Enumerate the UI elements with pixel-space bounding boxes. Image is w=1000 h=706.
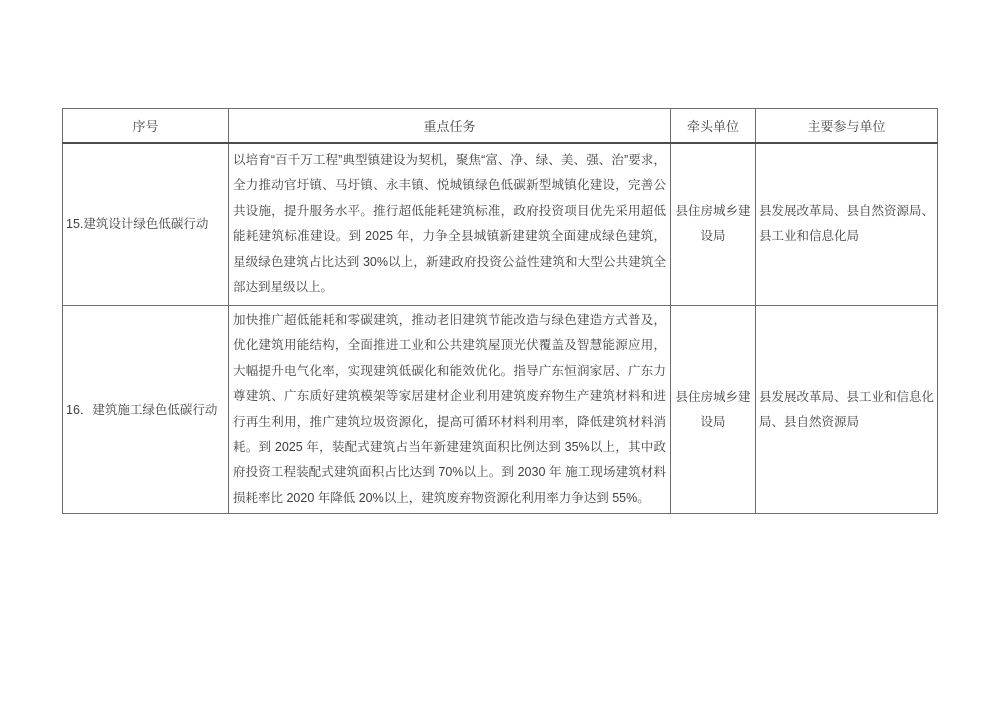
column-header-participants: 主要参与单位 bbox=[756, 109, 938, 143]
row-15-lead-unit: 县住房城乡建设局 bbox=[671, 143, 756, 306]
row-16-task: 加快推广超低能耗和零碳建筑，推动老旧建筑节能改造与绿色建造方式普及，优化建筑用能结构，全面推进工业和公共建筑屋顶光伏覆盖及智慧能源应用，大幅提升电气化率，实现建筑低碳化和能效优化。指导广东恒润家居、广东力尊建筑、广东质好建筑模架等家居建材企业利用建筑废弃物生产建筑材料和进行再生利用，推广建筑垃圾资源化，提高可循环材料利用率，降低建筑材料消耗。到 2025 年，装配式建筑占当年新建建筑面积比例达到 35%以上，其中政府投资工程装配式建筑面积占比达到 70%以上。到 2030 年 施工现场建筑材料损耗率比 2020 年降低 20%以上，建筑废弃物资源化利用率力争达到 55%。 bbox=[229, 306, 671, 514]
row-15-participants: 县发展改革局、县自然资源局、县工业和信息化局 bbox=[756, 143, 938, 306]
row-15-task: 以培育“百千万工程”典型镇建设为契机，聚焦“富、净、绿、美、强、治”要求，全力推动官圩镇、马圩镇、永丰镇、悦城镇绿色低碳新型城镇化建设，完善公共设施，提升服务水平。推行超低能耗建筑标准，政府投资项目优先采用超低能耗建筑标准建设。到 2025 年，力争全县城镇新建建筑全面建成绿色建筑，星级绿色建筑占比达到 30%以上，新建政府投资公益性建筑和大型公共建筑全部达到星级以上。 bbox=[229, 143, 671, 306]
row-16-index: 16．建筑施工绿色低碳行动 bbox=[63, 306, 229, 514]
row-16-lead-unit: 县住房城乡建设局 bbox=[671, 306, 756, 514]
column-header-lead-unit: 牵头单位 bbox=[671, 109, 756, 143]
row-15-index: 15.建筑设计绿色低碳行动 bbox=[63, 143, 229, 306]
column-header-task: 重点任务 bbox=[229, 109, 671, 143]
table-row bbox=[63, 306, 938, 514]
table-row bbox=[63, 143, 938, 306]
column-header-index: 序号 bbox=[63, 109, 229, 143]
row-16-participants: 县发展改革局、县工业和信息化局、县自然资源局 bbox=[756, 306, 938, 514]
key-tasks-table bbox=[62, 108, 938, 514]
table-header-row bbox=[63, 109, 938, 143]
